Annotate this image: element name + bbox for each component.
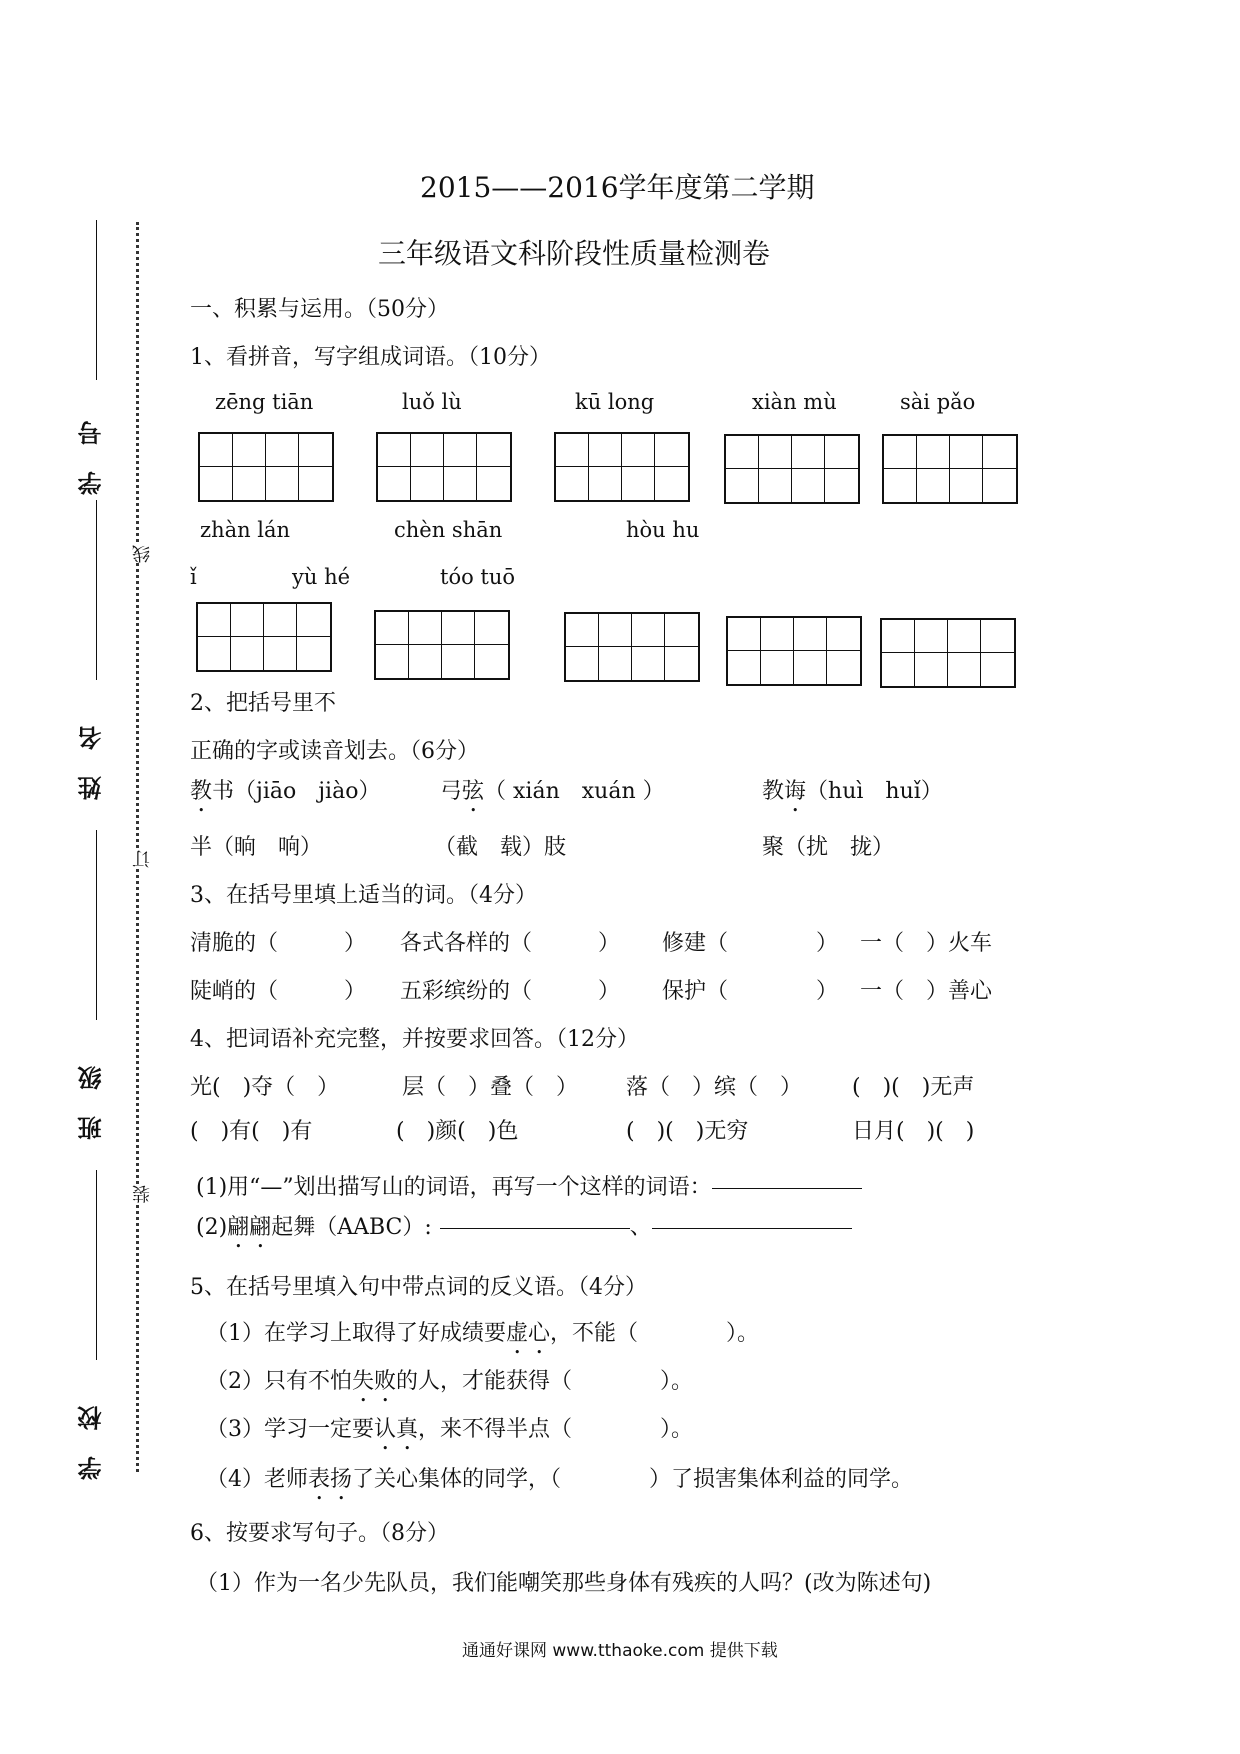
pinyin-label: kū long: [575, 390, 655, 414]
pinyin-label: yù hé: [292, 565, 351, 589]
q3-item: 陡峭的（ ）: [190, 979, 367, 1004]
pinyin-label: sài pǎo: [900, 390, 976, 414]
pinyin-label: tóo tuō: [440, 565, 516, 589]
q2-item: （截 载）肢: [434, 835, 567, 860]
student-number-label: 学号: [77, 395, 106, 495]
pinyin-label: chèn shān: [394, 518, 503, 542]
q2-item: 弓弦（ xián xuán ）: [440, 779, 665, 804]
q4-heading: 4、把词语补充完整，并按要求回答。（12分）: [190, 1027, 639, 1052]
answer-blank[interactable]: [652, 1227, 852, 1229]
q5-item: （4）老师表扬了关心集体的同学，（ ）了损害集体利益的同学。: [206, 1467, 914, 1492]
q3-item: 各式各样的（ ）: [400, 931, 621, 956]
binding-mark-zhuang: 装: [130, 1185, 156, 1203]
writing-grid[interactable]: [564, 612, 700, 682]
writing-grid[interactable]: [554, 432, 690, 502]
pinyin-label: hòu hu: [626, 518, 700, 542]
writing-grid[interactable]: [196, 602, 332, 672]
q2-heading: 2、把括号里不: [190, 691, 336, 716]
q5-heading: 5、在括号里填入句中带点词的反义语。（4分）: [190, 1275, 647, 1300]
q3-heading: 3、在括号里填上适当的词。（4分）: [190, 883, 537, 908]
q4-item: 层（ ）叠（ ）: [402, 1075, 579, 1100]
q6-item: （1）作为一名少先队员，我们能嘲笑那些身体有残疾的人吗？(改为陈述句): [196, 1571, 932, 1596]
writing-grid[interactable]: [880, 618, 1016, 688]
q4-item: ( )( )无穷: [626, 1119, 749, 1144]
binding-mark-ding: 订: [130, 850, 156, 868]
binding-dotted-line: [136, 222, 139, 1472]
q3-item: 五彩缤纷的（ ）: [400, 979, 621, 1004]
q4-sub1: (1)用“—”划出描写山的词语，再写一个这样的词语：: [196, 1170, 862, 1201]
student-number-line: [96, 220, 97, 380]
q3-item: 一（ ）善心: [860, 979, 993, 1004]
page-subtitle: 三年级语文科阶段性质量检测卷: [378, 237, 771, 270]
q2-item: 教诲（huì huǐ）: [762, 779, 943, 804]
writing-grid[interactable]: [882, 434, 1018, 504]
q3-item: 保护（ ）: [662, 979, 839, 1004]
page-title: 2015——2016学年度第二学期: [420, 171, 815, 204]
q3-item: 一（ ）火车: [860, 931, 993, 956]
pinyin-label: ǐ: [190, 565, 197, 589]
q1-heading: 1、看拼音，写字组成词语。（10分）: [190, 345, 551, 370]
q4-item: ( )颜( )色: [396, 1119, 519, 1144]
class-line: [96, 830, 97, 1020]
section-1-heading: 一、积累与运用。（50分）: [190, 297, 449, 322]
writing-grid[interactable]: [374, 610, 510, 680]
q4-item: 光( )夺（ ）: [190, 1075, 340, 1100]
pinyin-label: zēng tiān: [215, 390, 314, 414]
writing-grid[interactable]: [724, 434, 860, 504]
footer-credit: 通通好课网 www.tthaoke.com 提供下载: [462, 1641, 778, 1661]
q2-item: 聚（扰 拢）: [762, 835, 895, 860]
q4-item: 落（ ）缤（ ）: [626, 1075, 803, 1100]
q3-item: 修建（ ）: [662, 931, 839, 956]
name-line: [96, 500, 97, 680]
q4-sub2: (2)翩翩起舞（AABC）: 、: [196, 1210, 852, 1253]
q2-heading-cont: 正确的字或读音划去。（6分）: [190, 739, 479, 764]
q6-heading: 6、按要求写句子。（8分）: [190, 1521, 449, 1546]
q5-item: （1）在学习上取得了好成绩要虚心，不能（ ）。: [206, 1321, 760, 1346]
writing-grid[interactable]: [198, 432, 334, 502]
q3-item: 清脆的（ ）: [190, 931, 367, 956]
pinyin-label: zhàn lán: [200, 518, 291, 542]
binding-mark-xian: 线: [130, 545, 156, 563]
answer-blank[interactable]: [440, 1227, 630, 1229]
q2-item: 教书（jiāo jiào）: [190, 779, 381, 804]
pinyin-label: xiàn mù: [752, 390, 837, 414]
writing-grid[interactable]: [376, 432, 512, 502]
q2-item: 半（晌 响）: [190, 835, 323, 860]
writing-grid[interactable]: [726, 616, 862, 686]
answer-blank[interactable]: [712, 1187, 862, 1189]
pinyin-label: luǒ lù: [402, 390, 462, 414]
q5-item: （3）学习一定要认真，来不得半点（ ）。: [206, 1417, 694, 1442]
name-label: 姓名: [77, 700, 106, 800]
school-label: 学校: [77, 1380, 106, 1480]
class-label: 班级: [77, 1040, 106, 1140]
q4-item: ( )( )无声: [852, 1075, 975, 1100]
school-line: [96, 1170, 97, 1360]
q5-item: （2）只有不怕失败的人，才能获得（ ）。: [206, 1369, 694, 1394]
q4-item: ( )有( )有: [190, 1119, 313, 1144]
q4-item: 日月( )( ): [852, 1119, 975, 1144]
